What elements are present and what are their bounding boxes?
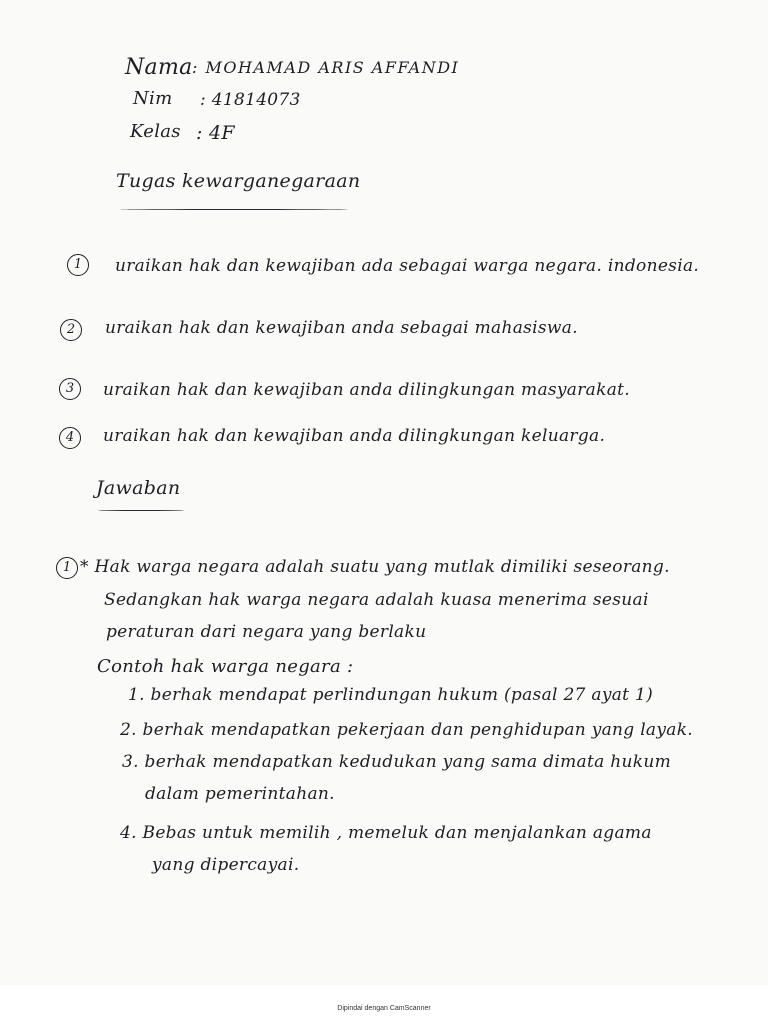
nim-value: : 41814073 — [200, 90, 301, 110]
answer-1-number: 1 — [56, 557, 78, 579]
question-2-text: uraikan hak dan kewajiban anda sebagai mahasiswa. — [105, 318, 578, 338]
assignment-title: Tugas kewarganegaraan — [116, 170, 361, 192]
answer-paragraph-line-3: peraturan dari negara yang berlaku — [106, 622, 427, 642]
title-underline — [120, 209, 348, 210]
question-4-text: uraikan hak dan kewajiban anda dilingkungan keluarga. — [103, 426, 606, 446]
answer-heading-underline — [98, 510, 184, 511]
example-item-2: 2. berhak mendapatkan pekerjaan dan penghidupan yang layak. — [120, 720, 694, 740]
answer-heading: Jawaban — [96, 477, 181, 499]
example-heading: Contoh hak warga negara : — [97, 656, 354, 677]
example-item-3: 3. berhak mendapatkan kedudukan yang sama dimata hukum — [122, 752, 671, 772]
answer-paragraph-line-1: * Hak warga negara adalah suatu yang mutlak dimiliki seseorang. — [80, 557, 670, 577]
example-item-1: 1. berhak mendapat perlindungan hukum (pasal 27 ayat 1) — [128, 685, 654, 705]
camscanner-footer: Dipindai dengan CamScanner — [337, 1005, 431, 1012]
name-label: Nama — [125, 55, 193, 80]
name-value: : MOHAMAD ARIS AFFANDI — [192, 58, 460, 77]
example-item-3-cont: dalam pemerintahan. — [145, 784, 335, 804]
question-1-text: uraikan hak dan kewajiban ada sebagai warga negara. indonesia. — [115, 256, 700, 276]
question-3-number: 3 — [59, 378, 81, 400]
question-2-number: 2 — [60, 319, 82, 341]
question-3-text: uraikan hak dan kewajiban anda dilingkungan masyarakat. — [103, 380, 630, 400]
answer-paragraph-line-2: Sedangkan hak warga negara adalah kuasa menerima sesuai — [104, 590, 649, 610]
example-item-4: 4. Bebas untuk memilih , memeluk dan menjalankan agama — [120, 823, 652, 843]
question-1-number: 1 — [67, 254, 89, 276]
kelas-label: Kelas — [130, 121, 181, 142]
kelas-value: : 4F — [196, 122, 235, 144]
question-4-number: 4 — [59, 427, 81, 449]
nim-label: Nim — [133, 88, 173, 109]
example-item-4-cont: yang dipercayai. — [152, 855, 300, 875]
